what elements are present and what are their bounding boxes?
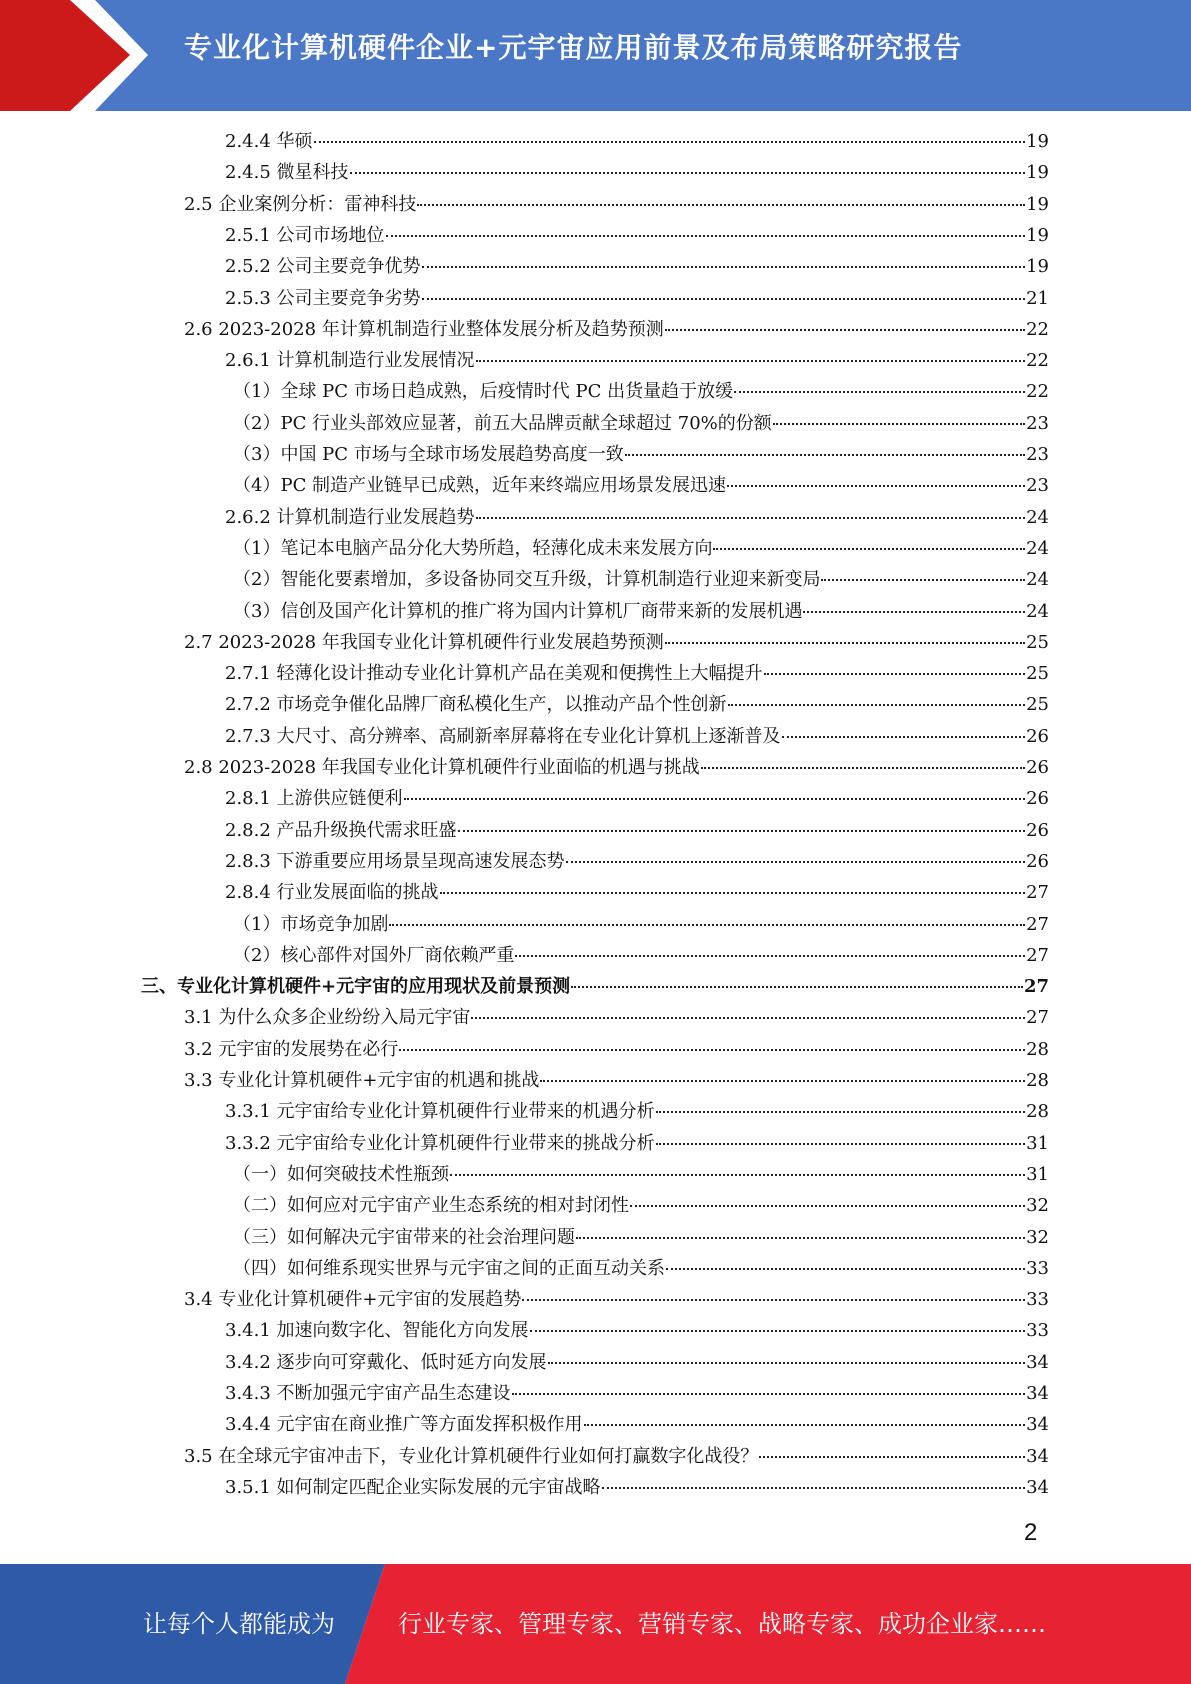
toc-entry[interactable] <box>225 346 1049 376</box>
toc-entry[interactable] <box>225 1129 1049 1159</box>
toc-entry[interactable] <box>184 1035 1049 1065</box>
toc-dot-leader <box>782 736 1026 738</box>
toc-entry-page: 22 <box>1026 318 1049 340</box>
toc-entry-page: 27 <box>1026 913 1049 935</box>
toc-entry[interactable] <box>184 1003 1049 1033</box>
toc-entry[interactable] <box>184 753 1049 783</box>
toc-entry[interactable] <box>184 628 1049 658</box>
toc-dot-leader <box>386 235 1026 237</box>
toc-entry-label: 2.8 2023-2028 年我国专业化计算机硬件行业面临的机遇与挑战 <box>184 757 700 778</box>
toc-entry-page: 33 <box>1026 1257 1049 1279</box>
toc-dot-leader <box>665 329 1025 331</box>
toc-entry[interactable] <box>233 409 1049 439</box>
toc-dot-leader <box>548 1362 1026 1364</box>
toc-dot-leader <box>350 172 1026 174</box>
toc-entry-page: 34 <box>1026 1445 1049 1467</box>
toc-entry-page: 31 <box>1026 1132 1049 1154</box>
report-title: 专业化计算机硬件企业+元宇宙应用前景及布局策略研究报告 <box>184 31 963 64</box>
toc-entry[interactable] <box>225 284 1049 314</box>
toc-entry-page: 33 <box>1026 1320 1049 1342</box>
toc-entry-label: （2）智能化要素增加，多设备协同交互升级，计算机制造行业迎来新变局 <box>233 569 821 591</box>
toc-dot-leader <box>314 141 1026 143</box>
toc-entry[interactable] <box>184 190 1049 220</box>
toc-entry[interactable] <box>225 690 1049 720</box>
toc-entry[interactable] <box>225 784 1049 814</box>
toc-entry-label: （四）如何维系现实世界与元宇宙之间的正面互动关系 <box>233 1257 665 1279</box>
toc-entry-page: 28 <box>1026 1070 1049 1091</box>
toc-dot-leader <box>773 423 1025 425</box>
toc-dot-leader <box>803 611 1025 613</box>
toc-entry-label: 2.6.1 计算机制造行业发展情况 <box>225 350 475 372</box>
toc-entry-label: 3.4 专业化计算机硬件+元宇宙的发展趋势 <box>184 1289 522 1311</box>
toc-entry-page: 32 <box>1026 1195 1049 1217</box>
toc-entry-label: 3.5.1 如何制定匹配企业实际发展的元宇宙战略 <box>225 1476 601 1498</box>
toc-entry-page: 26 <box>1026 788 1049 810</box>
toc-entry-page: 34 <box>1026 1383 1049 1404</box>
toc-entry-page: 25 <box>1026 663 1049 685</box>
toc-entry-page: 34 <box>1026 1351 1049 1373</box>
toc-entry-page: 27 <box>1023 976 1049 998</box>
toc-entry-label: （二）如何应对元宇宙产业生态系统的相对封闭性 <box>233 1195 629 1217</box>
page-footer <box>0 1564 1191 1684</box>
page-number: 2 <box>1024 1519 1038 1546</box>
toc-dot-leader <box>404 798 1026 800</box>
toc-entry[interactable] <box>225 878 1049 908</box>
toc-entry[interactable] <box>233 1160 1049 1190</box>
toc-dot-leader <box>602 1487 1026 1489</box>
toc-dot-leader <box>666 1268 1025 1270</box>
toc-entry[interactable] <box>225 847 1049 877</box>
toc-entry[interactable] <box>233 534 1049 564</box>
toc-entry-label: （3）中国 PC 市场与全球市场发展趋势高度一致 <box>233 444 624 465</box>
toc-entry-label: 3.5 在全球元宇宙冲击下，专业化计算机硬件行业如何打赢数字化战役？ <box>184 1445 759 1467</box>
toc-entry-page: 23 <box>1026 444 1049 465</box>
toc-entry[interactable] <box>233 1254 1049 1284</box>
page-header <box>0 0 1191 111</box>
toc-entry-label: 三、专业化计算机硬件+元宇宙的应用现状及前景预测 <box>141 976 571 998</box>
toc-dot-leader <box>540 1080 1025 1082</box>
toc-entry-label: 2.5.1 公司市场地位 <box>225 224 385 246</box>
toc-dot-leader <box>625 454 1025 456</box>
toc-entry-page: 26 <box>1026 850 1049 872</box>
toc-entry-label: （2）PC 行业头部效应显著，前五大品牌贡献全球超过 70%的份额 <box>233 412 772 434</box>
toc-dot-leader <box>656 1143 1026 1145</box>
toc-dot-leader <box>476 360 1026 362</box>
toc-dot-leader <box>450 1174 1025 1176</box>
toc-entry-label: 2.8.3 下游重要应用场景呈现高速发展态势 <box>225 850 565 872</box>
toc-entry[interactable] <box>225 1379 1049 1409</box>
toc-entry-page: 26 <box>1026 819 1049 841</box>
toc-dot-leader <box>656 1111 1026 1113</box>
toc-entry[interactable] <box>225 221 1049 251</box>
toc-entry-label: 3.4.2 逐步向可穿戴化、低时延方向发展 <box>225 1351 547 1373</box>
toc-entry-label: 2.6.2 计算机制造行业发展趋势 <box>225 506 475 528</box>
toc-dot-leader <box>665 642 1025 644</box>
toc-entry-label: （1）全球 PC 市场日趋成熟，后疫情时代 PC 出货量趋于放缓 <box>233 381 734 403</box>
toc-entry-label: 3.4.1 加速向数字化、智能化方向发展 <box>225 1320 529 1342</box>
toc-entry[interactable] <box>233 377 1049 407</box>
toc-entry-label: 3.2 元宇宙的发展势在必行 <box>184 1038 399 1060</box>
toc-dot-leader <box>821 579 1025 581</box>
toc-entry[interactable] <box>225 1410 1049 1440</box>
toc-entry-page: 24 <box>1026 600 1049 622</box>
toc-entry[interactable] <box>184 1285 1049 1315</box>
toc-entry[interactable] <box>233 597 1049 627</box>
toc-entry-page: 22 <box>1026 381 1049 403</box>
toc-entry-label: 2.7.3 大尺寸、高分辨率、高刷新率屏幕将在专业化计算机上逐渐普及 <box>225 725 781 747</box>
toc-entry-page: 19 <box>1026 193 1049 215</box>
toc-dot-leader <box>530 1330 1026 1332</box>
toc-dot-leader <box>566 861 1026 863</box>
toc-entry-page: 34 <box>1026 1476 1049 1498</box>
toc-entry-page: 32 <box>1026 1226 1049 1248</box>
toc-entry[interactable] <box>233 440 1049 470</box>
toc-dot-leader <box>458 830 1026 832</box>
toc-entry[interactable] <box>225 1348 1049 1378</box>
toc-entry-page: 19 <box>1026 162 1049 184</box>
toc-entry-page: 24 <box>1026 569 1049 591</box>
toc-entry[interactable] <box>225 1097 1049 1127</box>
toc-entry-page: 33 <box>1026 1289 1049 1311</box>
toc-dot-leader <box>399 1049 1025 1051</box>
toc-entry-label: 3.3 专业化计算机硬件+元宇宙的机遇和挑战 <box>184 1070 540 1091</box>
toc-entry-page: 25 <box>1026 694 1049 716</box>
toc-entry-label: （2）核心部件对国外厂商依赖严重 <box>233 944 515 966</box>
toc-entry-page: 26 <box>1026 757 1049 778</box>
toc-entry-label: 3.4.4 元宇宙在商业推广等方面发挥积极作用 <box>225 1414 583 1436</box>
toc-entry-label: （1）笔记本电脑产品分化大势所趋，轻薄化成未来发展方向 <box>233 537 713 559</box>
toc-entry-page: 27 <box>1026 882 1049 904</box>
toc-entry-page: 25 <box>1026 631 1049 653</box>
toc-entry-label: 2.7 2023-2028 年我国专业化计算机硬件行业发展趋势预测 <box>184 631 664 653</box>
toc-entry-page: 34 <box>1026 1414 1049 1436</box>
toc-entry[interactable] <box>141 972 1049 1002</box>
toc-dot-leader <box>630 1205 1025 1207</box>
toc-entry-page: 31 <box>1026 1163 1049 1185</box>
toc-dot-leader <box>476 517 1026 519</box>
toc-entry[interactable] <box>184 315 1049 345</box>
toc-entry-page: 27 <box>1026 1007 1049 1029</box>
toc-dot-leader <box>515 955 1025 957</box>
toc-entry-label: 3.4.3 不断加强元宇宙产品生态建设 <box>225 1383 511 1404</box>
footer-slogan-left: 让每个人都能成为 <box>143 1610 335 1638</box>
toc-entry-label: 3.3.2 元宇宙给专业化计算机硬件行业带来的挑战分析 <box>225 1132 655 1154</box>
toc-entry-label: 2.5 企业案例分析：雷神科技 <box>184 193 417 215</box>
toc-entry-page: 26 <box>1026 725 1049 747</box>
toc-entry-page: 21 <box>1026 287 1049 309</box>
toc-entry-label: 2.8.2 产品升级换代需求旺盛 <box>225 819 457 841</box>
toc-dot-leader <box>759 1456 1025 1458</box>
toc-entry[interactable] <box>225 659 1049 689</box>
toc-entry-page: 27 <box>1026 944 1049 966</box>
toc-entry-page: 19 <box>1026 256 1049 278</box>
toc-entry[interactable] <box>225 1473 1049 1503</box>
toc-entry-page: 24 <box>1026 537 1049 559</box>
toc-entry[interactable] <box>225 127 1049 157</box>
toc-entry-label: 3.1 为什么众多企业纷纷入局元宇宙 <box>184 1007 471 1029</box>
toc-entry[interactable] <box>184 1066 1049 1096</box>
toc-dot-leader <box>576 1237 1025 1239</box>
toc-entry-page: 19 <box>1026 131 1049 152</box>
toc-entry-label: 2.5.2 公司主要竞争优势 <box>225 256 421 278</box>
toc-entry[interactable] <box>233 941 1049 971</box>
toc-entry[interactable] <box>233 471 1049 501</box>
toc-entry-label: 2.7.2 市场竞争催化品牌厂商私模化生产，以推动产品个性创新 <box>225 694 727 716</box>
toc-entry-label: 2.8.4 行业发展面临的挑战 <box>225 882 439 904</box>
toc-dot-leader <box>713 548 1025 550</box>
toc-entry-label: 2.4.5 微星科技 <box>225 162 349 184</box>
toc-dot-leader <box>728 704 1026 706</box>
toc-dot-leader <box>440 892 1026 894</box>
toc-dot-leader <box>389 924 1025 926</box>
toc-entry[interactable] <box>225 722 1049 752</box>
toc-entry[interactable] <box>233 1223 1049 1253</box>
toc-dot-leader <box>522 1299 1025 1301</box>
toc-entry[interactable] <box>233 565 1049 595</box>
toc-dot-leader <box>512 1393 1026 1395</box>
toc-entry-label: 2.6 2023-2028 年计算机制造行业整体发展分析及趋势预测 <box>184 318 664 340</box>
toc-dot-leader <box>571 986 1023 988</box>
toc-entry-label: 2.8.1 上游供应链便利 <box>225 788 403 810</box>
toc-entry[interactable] <box>233 910 1049 940</box>
toc-dot-leader <box>727 485 1025 487</box>
toc-dot-leader <box>734 391 1025 393</box>
toc-entry-label: （1）市场竞争加剧 <box>233 913 389 935</box>
toc-dot-leader <box>764 673 1026 675</box>
toc-entry[interactable] <box>225 503 1049 533</box>
toc-dot-leader <box>422 266 1026 268</box>
toc-entry-page: 23 <box>1026 412 1049 434</box>
toc-dot-leader <box>422 298 1026 300</box>
toc-dot-leader <box>471 1017 1025 1019</box>
toc-entry-label: 2.5.3 公司主要竞争劣势 <box>225 287 421 309</box>
toc-entry-label: 2.7.1 轻薄化设计推动专业化计算机产品在美观和便携性上大幅提升 <box>225 663 763 685</box>
toc-entry-page: 19 <box>1026 224 1049 246</box>
toc-entry[interactable] <box>225 158 1049 188</box>
toc-dot-leader <box>417 204 1025 206</box>
toc-entry-page: 23 <box>1026 475 1049 497</box>
toc-entry[interactable] <box>225 816 1049 846</box>
toc-entry-label: （4）PC 制造产业链早已成熟，近年来终端应用场景发展迅速 <box>233 475 727 497</box>
toc-entry[interactable] <box>225 252 1049 282</box>
toc-entry-label: （3）信创及国产化计算机的推广将为国内计算机厂商带来新的发展机遇 <box>233 600 803 622</box>
toc-entry-label: 3.3.1 元宇宙给专业化计算机硬件行业带来的机遇分析 <box>225 1101 655 1123</box>
toc-entry[interactable] <box>233 1191 1049 1221</box>
toc-entry-page: 28 <box>1026 1101 1049 1123</box>
toc-dot-leader <box>584 1424 1026 1426</box>
toc-entry-label: （三）如何解决元宇宙带来的社会治理问题 <box>233 1226 575 1248</box>
toc-entry-page: 22 <box>1026 350 1049 372</box>
toc-entry-label: 2.4.4 华硕 <box>225 131 313 152</box>
toc-entry-label: （一）如何突破技术性瓶颈 <box>233 1163 449 1185</box>
toc-entry[interactable] <box>225 1316 1049 1346</box>
toc-entry[interactable] <box>184 1442 1049 1472</box>
toc-entry-page: 28 <box>1026 1038 1049 1060</box>
footer-slogan-right: 行业专家、管理专家、营销专家、战略专家、成功企业家…… <box>398 1610 1046 1638</box>
toc-entry-page: 24 <box>1026 506 1049 528</box>
toc-dot-leader <box>701 767 1025 769</box>
